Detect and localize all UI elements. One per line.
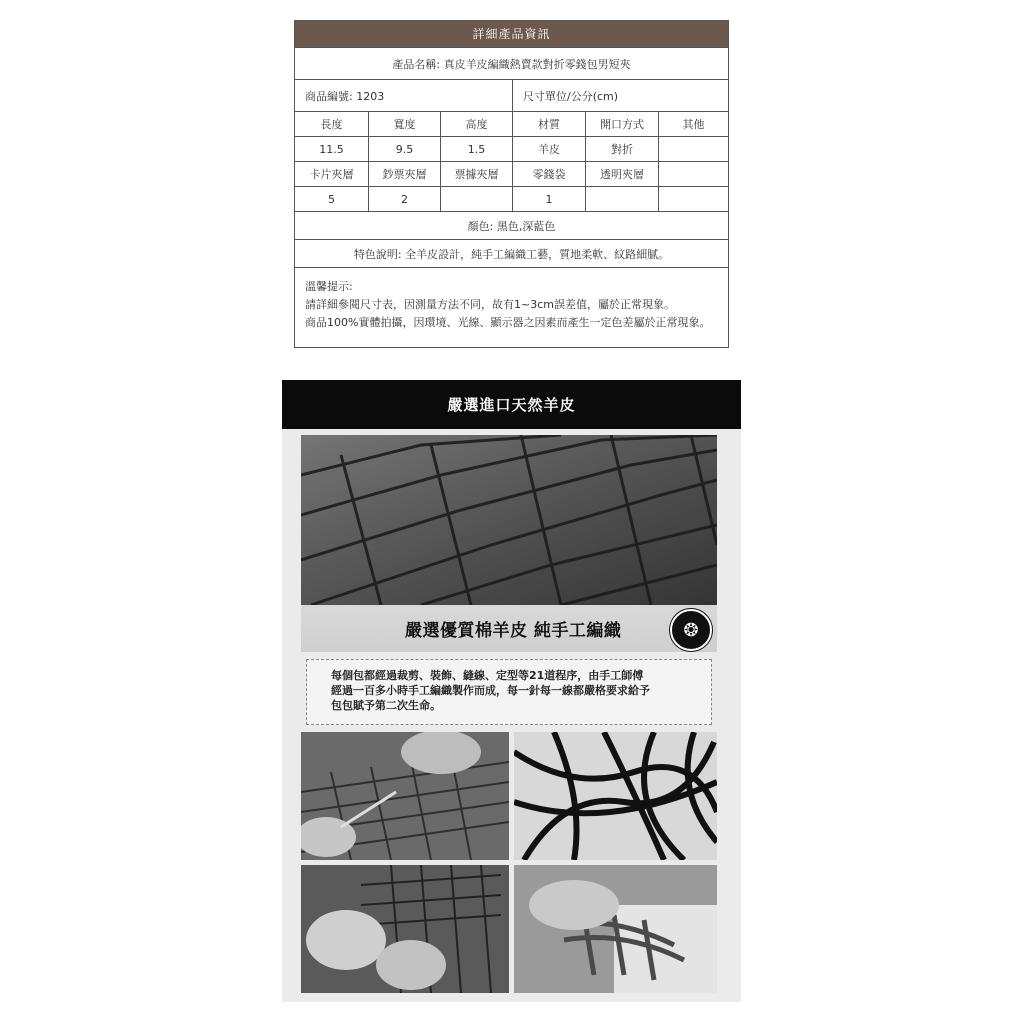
notes-title: 溫馨提示: [305,280,353,293]
value-other [658,137,728,161]
caption-bar [301,605,717,652]
section-title: 嚴選進口天然羊皮 [282,380,741,429]
value-width: 9.5 [368,137,440,161]
spec-header: 詳細產品資訊 [295,21,728,47]
description-line-3: 包包賦予第二次生命。 [331,699,441,712]
product-number: 商品編號: 1203 [305,89,385,103]
color-info: 顏色: 黑色,深藍色 [467,219,556,233]
label-opening: 開口方式 [585,112,658,136]
product-spec-table [294,20,729,348]
woven-leather-photo [301,435,717,605]
value-height: 1.5 [440,137,512,161]
notes-line-1: 請詳細參閱尺寸表，因測量方法不同，故有1~3cm誤差值，屬於正常現象。 [305,298,675,311]
label-width: 寬度 [368,112,440,136]
value-opening: 對折 [585,137,658,161]
label-bill-slots: 鈔票夾層 [368,162,440,186]
label-receipt-slots: 票據夾層 [440,162,512,186]
spec-row-values-1 [295,136,728,161]
value-clear-slot [585,187,658,211]
description-line-1: 每個包都經過裁剪、裝飾、縫線、定型等21道程序，由手工師傅 [331,669,644,682]
photo-cutting-leather [301,732,509,860]
photo-hand-weaving [301,865,509,993]
value-bill-slots: 2 [368,187,440,211]
label-clear-slot: 透明夾層 [585,162,658,186]
label-other: 其他 [658,112,728,136]
value-length: 11.5 [319,142,344,156]
size-unit: 尺寸單位/公分(cm) [512,80,728,111]
spec-row-labels-1 [295,111,728,136]
photo-leather-strips [514,732,717,860]
value-receipt-slots [440,187,512,211]
notes-block [295,267,728,332]
value-card-slots: 5 [328,192,335,206]
value-coin-pocket: 1 [512,187,585,211]
feature-description: 特色說明: 全羊皮設計，純手工編織工藝，質地柔軟、紋路細膩。 [353,247,670,261]
description-line-2: 經過一百多小時手工編織製作而成，每一針每一線都嚴格要求給予 [331,684,650,697]
label-blank [658,162,728,186]
label-material: 材質 [512,112,585,136]
value-material: 羊皮 [512,137,585,161]
photo-strip-weaving [514,865,717,993]
label-length: 長度 [320,118,343,131]
spec-row-values-2 [295,186,728,211]
label-card-slots: 卡片夾層 [309,168,354,181]
label-height: 高度 [440,112,512,136]
value-blank [658,187,728,211]
spec-row-labels-2 [295,161,728,186]
product-name: 產品名稱: 真皮羊皮編織熱賣款對折零錢包男短夾 [392,57,631,71]
caption-text: 嚴選優質棉羊皮 純手工編織 [405,621,622,641]
craft-description [306,659,712,725]
notes-line-2: 商品100%實體拍攝，因環境、光線、顯示器之因素而產生一定色差屬於正常現象。 [305,316,711,329]
leather-feature-section [282,380,741,1002]
label-coin-pocket: 零錢袋 [512,162,585,186]
lion-seal-icon: ❂ [670,609,712,651]
